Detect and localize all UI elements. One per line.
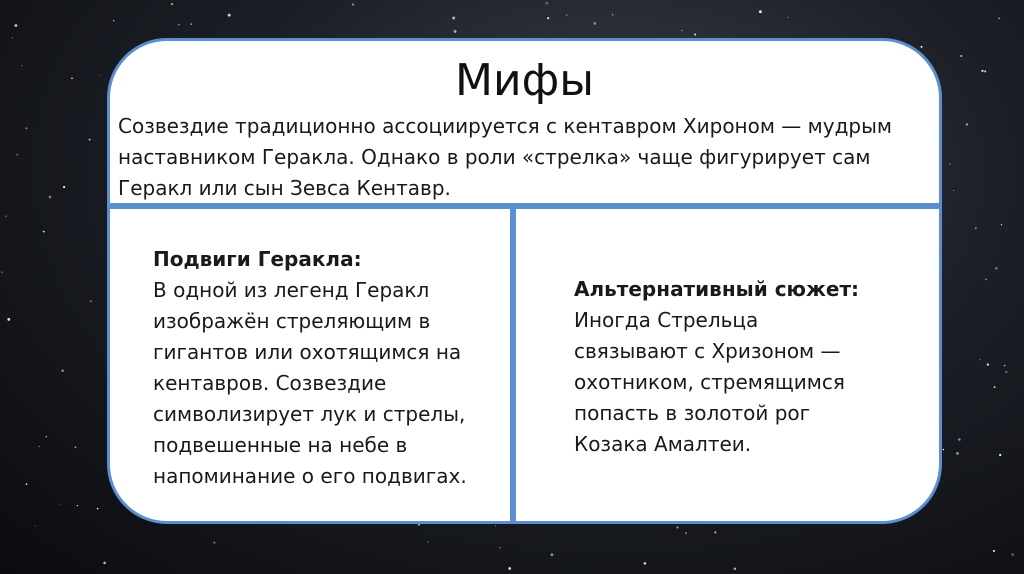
content-card [107,38,942,524]
star-dot [191,23,192,24]
star-dot [612,14,614,16]
star-dot [89,139,91,141]
star-dot [38,446,39,447]
star-dot [985,279,987,281]
star-dot [987,363,989,365]
star-dot [676,526,678,528]
star-dot [993,550,995,552]
star-dot [171,3,173,5]
left-column [153,244,493,492]
left-column-text: В одной из легенд Геракл изображён стреляющим в гигантов или охотящимся на кентавров. Созвездие символизирует лук и стрелы, подвешенные на небе в напоминание о его подвигах. [153,278,467,488]
star-dot [90,300,92,302]
star-dot [1005,371,1007,373]
right-column-heading: Альтернативный сюжет: [574,277,860,301]
star-dot [956,452,959,455]
star-dot [759,10,762,13]
star-dot [43,231,45,233]
star-dot [26,483,28,485]
star-dot [1,271,3,273]
star-dot [213,542,215,544]
star-dot [694,33,696,35]
star-dot [5,215,7,217]
star-dot [681,30,682,31]
star-dot [998,18,1000,20]
slide-title: Мифы [455,55,594,106]
star-dot [71,77,73,79]
star-dot [966,123,968,125]
star-dot [787,17,788,18]
star-dot [15,24,18,27]
star-dot [26,127,28,129]
star-dot [999,454,1001,456]
star-dot [566,14,568,16]
star-dot [958,438,961,441]
star-dot [99,75,100,76]
star-dot [1011,553,1014,556]
star-dot [228,14,231,17]
star-dot [35,526,36,527]
star-dot [97,508,99,510]
star-dot [949,163,950,164]
star-dot [63,186,65,188]
star-dot [452,17,455,20]
star-dot [975,227,977,229]
star-dot [1004,365,1006,367]
right-column-text: Иногда Стрельца связывают с Хризоном — охотником, стремящимся попасть в золотой рог Козака Амалтеи. [574,308,845,456]
star-dot [113,20,114,21]
star-dot [943,449,945,451]
star-dot [7,318,10,321]
vertical-divider [510,207,516,524]
star-dot [994,386,996,388]
star-dot [61,370,63,372]
intro-paragraph: Созвездие традиционно ассоциируется с кентавром Хироном — мудрым наставником Геракла. Однако в роли «стрелка» чаще фигурирует сам Геракл или сын Зевса Кентавр. [118,114,892,200]
star-dot [1001,224,1002,225]
star-dot [59,504,60,505]
star-dot [178,24,180,26]
star-dot [995,267,997,269]
star-dot [454,30,457,33]
star-dot [16,154,17,155]
right-column [574,274,904,460]
star-dot [427,541,429,543]
star-dot [499,547,500,548]
star-dot [734,568,737,571]
star-dot [960,55,962,57]
star-dot [508,567,511,570]
star-dot [545,2,548,5]
star-dot [495,525,496,526]
star-dot [46,436,47,437]
star-dot [551,553,554,556]
star-dot [103,562,106,565]
star-dot [49,196,52,199]
star-dot [352,4,354,6]
star-dot [981,70,983,72]
star-dot [547,17,549,19]
star-dot [921,46,923,48]
star-dot [77,505,78,506]
star-dot [12,37,13,38]
star-dot [21,65,22,66]
star-dot [714,531,716,533]
star-dot [980,359,981,360]
star-dot [644,562,647,565]
horizontal-divider [110,203,939,209]
star-dot [984,70,986,72]
left-column-heading: Подвиги Геракла: [153,247,362,271]
star-dot [953,190,954,191]
star-dot [593,22,596,25]
star-dot [75,446,77,448]
star-dot [685,532,687,534]
